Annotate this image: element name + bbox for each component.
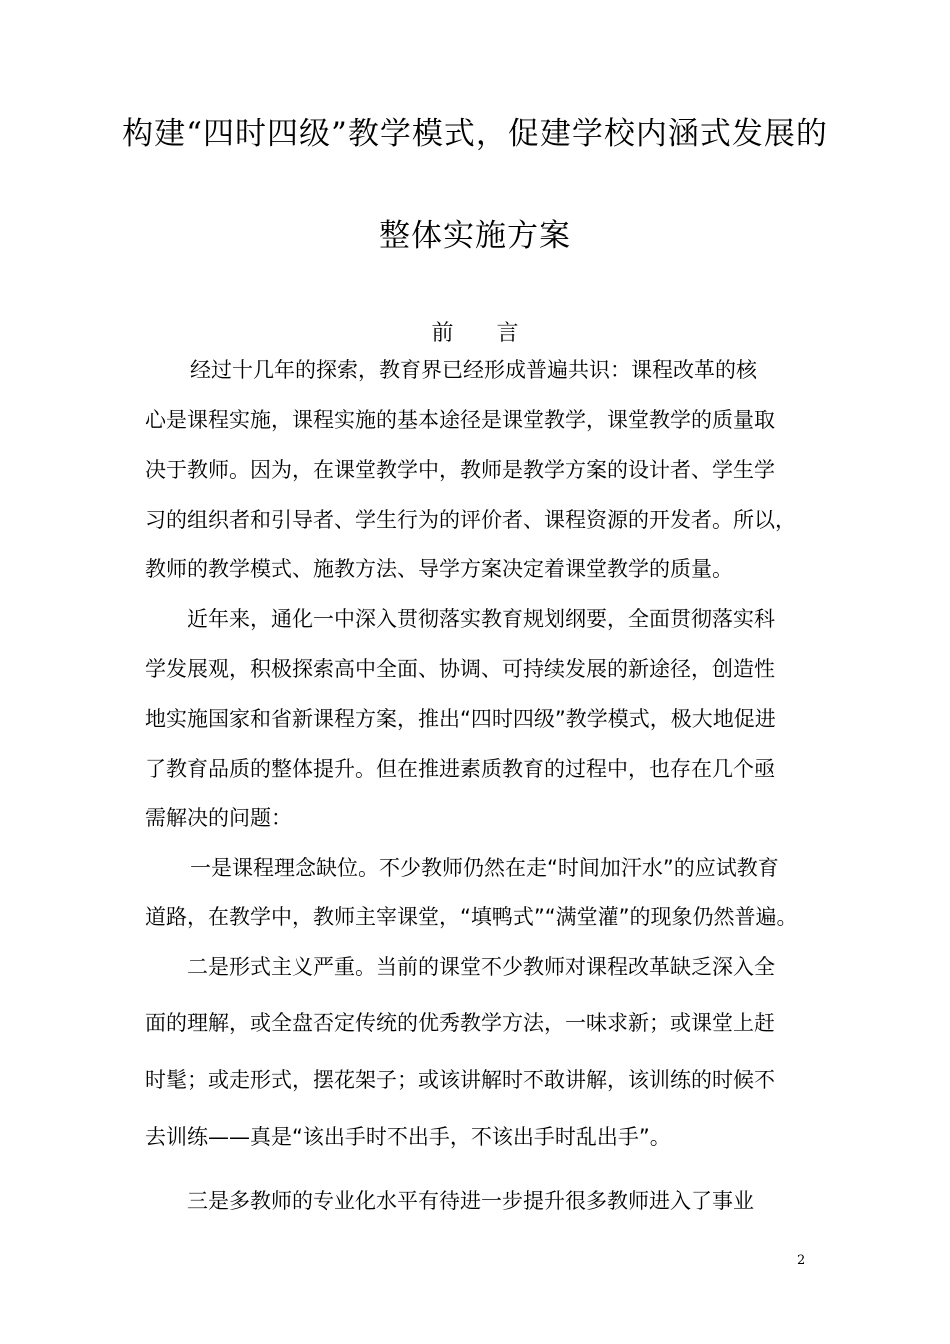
body-text-line: 时髦；或走形式，摆花架子；或该讲解时不敢讲解，该训练的时候不 <box>145 1068 775 1092</box>
body-text-line: 面的理解，或全盘否定传统的优秀教学方法，一味求新；或课堂上赶 <box>145 1011 775 1035</box>
body-text-line: 近年来，通化一中深入贯彻落实教育规划纲要，全面贯彻落实科 <box>187 607 775 631</box>
body-text-line: 需解决的问题： <box>145 806 292 830</box>
body-text-line: 经过十几年的探索，教育界已经形成普遍共识：课程改革的核 <box>190 358 757 382</box>
body-text-line: 地实施国家和省新课程方案，推出“四时四级”教学模式，极大地促进 <box>145 707 776 731</box>
body-text-line: 习的组织者和引导者、学生行为的评价者、课程资源的开发者。所以， <box>145 508 796 532</box>
body-text-line: 决于教师。因为，在课堂教学中，教师是教学方案的设计者、学生学 <box>145 458 775 482</box>
body-text-line: 了教育品质的整体提升。但在推进素质教育的过程中，也存在几个亟 <box>145 757 775 781</box>
body-text-line: 三是多教师的专业化水平有待进一步提升很多教师进入了事业 <box>187 1189 754 1213</box>
page-number: 2 <box>797 1253 806 1268</box>
body-text-line: 去训练——真是“该出手时不出手，不该出手时乱出手”。 <box>145 1125 671 1149</box>
body-text-line: 二是形式主义严重。当前的课堂不少教师对课程改革缺乏深入全 <box>187 955 775 979</box>
body-text-line: 教师的教学模式、施教方法、导学方案决定着课堂教学的质量。 <box>145 557 733 581</box>
body-text-line: 道路，在教学中，教师主宰课堂，“填鸭式”“满堂灌”的现象仍然普遍。 <box>145 905 798 929</box>
body-text-line: 心是课程实施，课程实施的基本途径是课堂教学，课堂教学的质量取 <box>145 408 775 432</box>
document-title-line-2: 整体实施方案 <box>379 218 571 254</box>
body-text-line: 学发展观，积极探索高中全面、协调、可持续发展的新途径，创造性 <box>145 657 775 681</box>
section-heading: 前 言 <box>431 321 537 346</box>
body-text-line: 一是课程理念缺位。不少教师仍然在走“时间加汗水”的应试教育 <box>190 856 779 880</box>
document-title-line-1: 构建“四时四级”教学模式，促建学校内涵式发展的 <box>122 116 828 152</box>
